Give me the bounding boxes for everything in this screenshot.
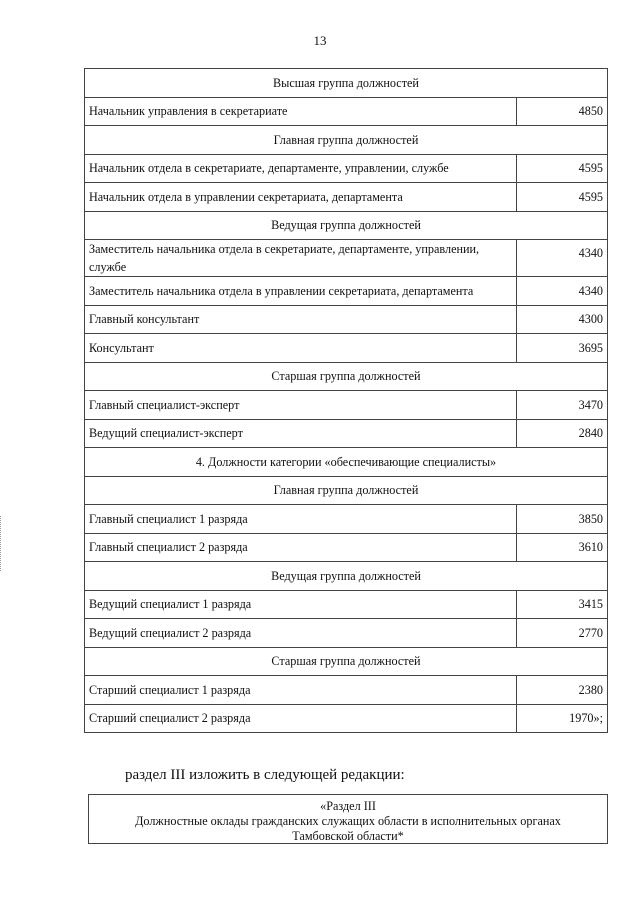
position-name: Главный специалист 1 разряда: [85, 505, 517, 534]
salary-value: 4850: [517, 97, 608, 126]
position-name: Ведущий специалист-эксперт: [85, 419, 517, 448]
group-header-row: [85, 211, 608, 240]
group-header-label: Главная группа должностей: [85, 476, 608, 505]
salary-value: 3850: [517, 505, 608, 534]
position-row: [85, 305, 608, 334]
salary-value: 4300: [517, 305, 608, 334]
group-header-label: Высшая группа должностей: [85, 69, 608, 98]
salary-value: 3470: [517, 391, 608, 420]
group-header-label: 4. Должности категории «обеспечивающие специалисты»: [85, 448, 608, 477]
position-name: Главный специалист 2 разряда: [85, 533, 517, 562]
salary-value: 3415: [517, 590, 608, 619]
position-row: [85, 154, 608, 183]
position-name: Заместитель начальника отдела в секретариате, департаменте, управлении, службе: [85, 240, 517, 277]
position-row: [85, 676, 608, 705]
salary-value: 4595: [517, 183, 608, 212]
group-header-row: [85, 126, 608, 155]
scan-artifact: [0, 516, 4, 571]
salary-value: 4595: [517, 154, 608, 183]
group-header-row: [85, 647, 608, 676]
group-header-row: [85, 476, 608, 505]
salary-value: 1970»;: [517, 704, 608, 733]
position-name: Консультант: [85, 334, 517, 363]
group-header-row: [85, 69, 608, 98]
salary-value: 2840: [517, 419, 608, 448]
position-name: Ведущий специалист 1 разряда: [85, 590, 517, 619]
salary-value: 2380: [517, 676, 608, 705]
position-name: Главный консультант: [85, 305, 517, 334]
position-name: Старший специалист 1 разряда: [85, 676, 517, 705]
position-row: [85, 97, 608, 126]
position-row: [85, 505, 608, 534]
salary-value: 2770: [517, 619, 608, 648]
position-name: Заместитель начальника отдела в управлении секретариата, департамента: [85, 277, 517, 306]
position-name: Начальник отдела в секретариате, департаменте, управлении, службе: [85, 154, 517, 183]
group-header-label: Старшая группа должностей: [85, 362, 608, 391]
position-row: [85, 704, 608, 733]
position-row: [85, 334, 608, 363]
position-name: Главный специалист-эксперт: [85, 391, 517, 420]
position-row: [85, 590, 608, 619]
instruction-text: раздел III изложить в следующей редакции:: [125, 767, 405, 783]
section-heading-box: [88, 794, 608, 844]
page-number: 13: [313, 33, 327, 48]
position-row: [85, 277, 608, 306]
salary-value: 4340: [517, 240, 608, 277]
position-name: Старший специалист 2 разряда: [85, 704, 517, 733]
group-header-row: [85, 362, 608, 391]
group-header-label: Старшая группа должностей: [85, 647, 608, 676]
position-name: Ведущий специалист 2 разряда: [85, 619, 517, 648]
group-header-label: Главная группа должностей: [85, 126, 608, 155]
group-header-row: [85, 448, 608, 477]
salary-table: [84, 68, 608, 733]
position-row: [85, 419, 608, 448]
section-subtitle-line-1: Должностные оклады гражданских служащих области в исполнительных органах: [135, 814, 561, 828]
position-row: [85, 240, 608, 277]
group-header-label: Ведущая группа должностей: [85, 562, 608, 591]
salary-value: 3610: [517, 533, 608, 562]
position-row: [85, 391, 608, 420]
position-row: [85, 533, 608, 562]
salary-value: 3695: [517, 334, 608, 363]
position-row: [85, 183, 608, 212]
section-subtitle-line-2: Тамбовской области*: [292, 829, 404, 843]
group-header-label: Ведущая группа должностей: [85, 211, 608, 240]
position-name: Начальник отдела в управлении секретариата, департамента: [85, 183, 517, 212]
section-title: «Раздел III: [320, 799, 376, 813]
position-name: Начальник управления в секретариате: [85, 97, 517, 126]
group-header-row: [85, 562, 608, 591]
salary-value: 4340: [517, 277, 608, 306]
position-row: [85, 619, 608, 648]
